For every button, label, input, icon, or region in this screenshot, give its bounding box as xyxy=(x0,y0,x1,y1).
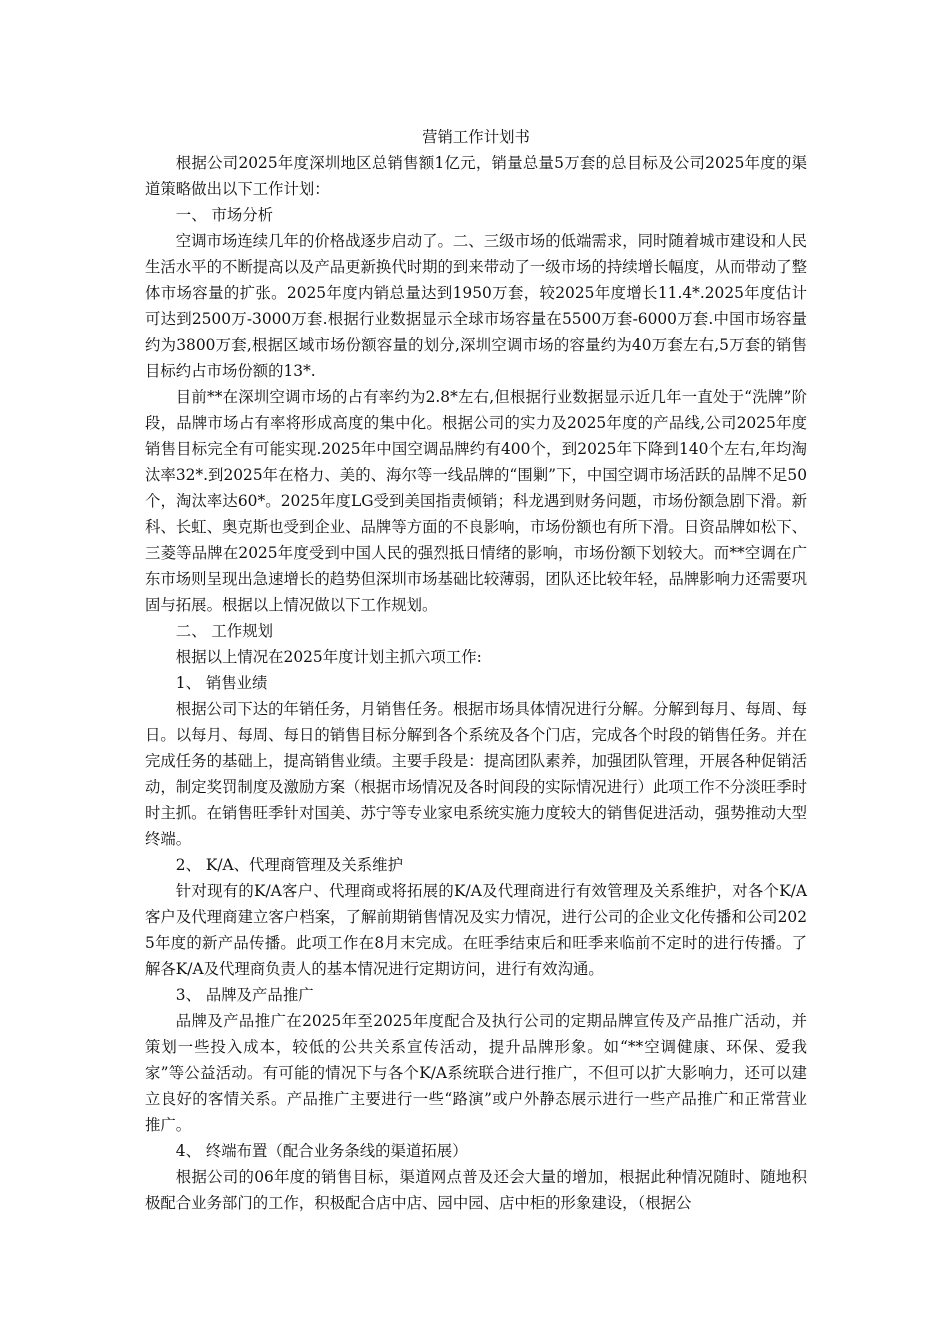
section-heading-work-plan: 二、 工作规划 xyxy=(175,622,274,640)
work-plan-intro: 根据以上情况在2025年度计划主抓六项工作: xyxy=(175,648,482,666)
subheading-sales-performance: 1、 销售业绩 xyxy=(175,674,268,692)
market-share-paragraph: 目前**在深圳空调市场的占有率约为2.8*左右,但根据行业数据显示近几年一直处于“洗牌”阶段，品牌市场占有率将形成高度的集中化。根据公司的实力及2025年度的产品线,公司2025年度销售目标完全有可能实现.2025年中国空调品牌约有400个，到2025年下降到140个左右,年均淘汰率32*.到2025年在格力、美的、海尔等一线品牌的“围剿”下，中国空调市场活跃的品牌不足50个，淘汰率达60*。2025年度LG受到美国指责倾销；科龙遇到财务问题，市场份额急剧下滑。新科、长虹、奥克斯也受到企业、品牌等方面的不良影响，市场份额也有所下滑。日资品牌如松下、三菱等品牌在2025年度受到中国人民的强烈抵日情绪的影响，市场份额下划较大。而**空调在广东市场则呈现出急速增长的趋势但深圳市场基础比较薄弱，团队还比较年轻，品牌影响力还需要巩固与拓展。根据以上情况做以下工作规划。 xyxy=(145,388,807,614)
subheading-ka-agent-management: 2、 K/A、代理商管理及关系维护 xyxy=(175,856,403,874)
section-heading-market-analysis: 一、 市场分析 xyxy=(175,206,274,224)
terminal-layout-paragraph: 根据公司的06年度的销售目标，渠道网点普及还会大量的增加，根据此种情况随时、随地积极配合业务部门的工作，积极配合店中店、园中园、店中柜的形象建设，（根据公 xyxy=(145,1168,807,1212)
ka-agent-paragraph: 针对现有的K/A客户、代理商或将拓展的K/A及代理商进行有效管理及关系维护，对各个K/A客户及代理商建立客户档案，了解前期销售情况及实力情况，进行公司的企业文化传播和公司2025年度的新产品传播。此项工作在8月末完成。在旺季结束后和旺季来临前不定时的进行传播。了解各K/A及代理商负责人的基本情况进行定期访问，进行有效沟通。 xyxy=(145,882,807,978)
document-page xyxy=(145,124,807,1216)
brand-promotion-paragraph: 品牌及产品推广在2025年至2025年度配合及执行公司的定期品牌宣传及产品推广活动，并策划一些投入成本，较低的公共关系宣传活动，提升品牌形象。如“**空调健康、环保、爱我家”等公益活动。有可能的情况下与各个K/A系统联合进行推广，不但可以扩大影响力，还可以建立良好的客情关系。产品推广主要进行一些“路演”或户外静态展示进行一些产品推广和正常营业推广。 xyxy=(145,1012,807,1134)
intro-paragraph: 根据公司2025年度深圳地区总销售额1亿元，销量总量5万套的总目标及公司2025年度的渠道策略做出以下工作计划： xyxy=(145,154,807,198)
sales-performance-paragraph: 根据公司下达的年销任务，月销售任务。根据市场具体情况进行分解。分解到每月、每周、每日。以每月、每周、每日的销售目标分解到各个系统及各个门店，完成各个时段的销售任务。并在完成任务的基础上，提高销售业绩。主要手段是：提高团队素养，加强团队管理，开展各种促销活动，制定奖罚制度及激励方案（根据市场情况及各时间段的实际情况进行）此项工作不分淡旺季时时主抓。在销售旺季针对国美、苏宁等专业家电系统实施力度较大的销售促进活动，强势推动大型终端。 xyxy=(145,700,807,848)
subheading-brand-promotion: 3、 品牌及产品推广 xyxy=(175,986,314,1004)
market-analysis-paragraph: 空调市场连续几年的价格战逐步启动了。二、三级市场的低端需求，同时随着城市建设和人民生活水平的不断提高以及产品更新换代时期的到来带动了一级市场的持续增长幅度，从而带动了整体市场容量的扩张。2025年度内销总量达到1950万套，较2025年度增长11.4*.2025年度估计可达到2500万-3000万套.根据行业数据显示全球市场容量在5500万套-6000万套.中国市场容量约为3800万套,根据区域市场份额容量的划分,深圳空调市场的容量约为40万套左右,5万套的销售目标约占市场份额的13*. xyxy=(145,232,807,380)
subheading-terminal-layout: 4、 终端布置（配合业务条线的渠道拓展） xyxy=(175,1142,468,1160)
document-title: 营销工作计划书 xyxy=(422,128,530,146)
